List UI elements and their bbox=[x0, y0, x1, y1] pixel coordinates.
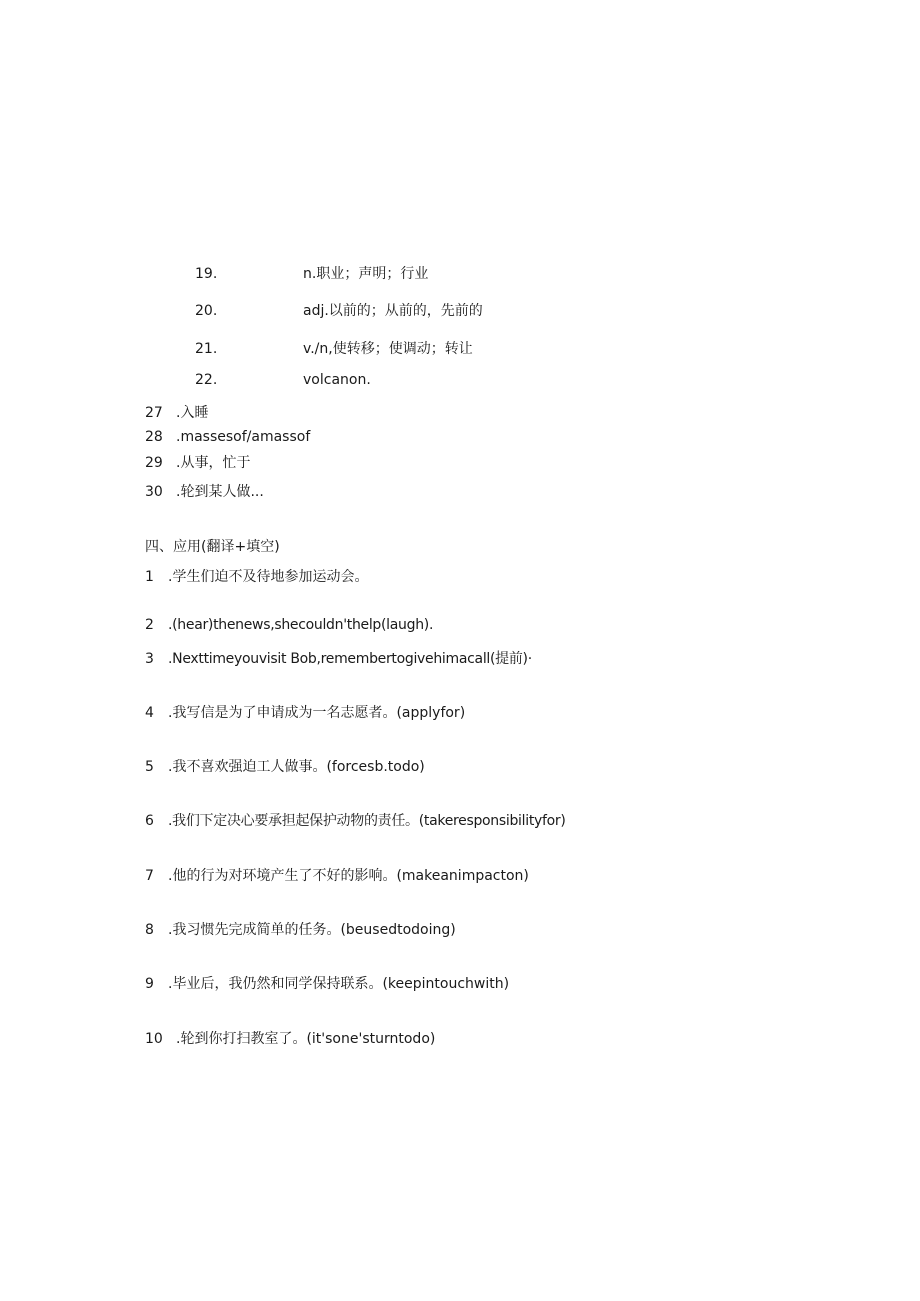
exercise-number: 8 bbox=[145, 922, 154, 938]
exercise-text: .我们下定决心要承担起保护动物的责任。(takeresponsibilityfor) bbox=[168, 813, 566, 829]
phrase-number: 30 bbox=[145, 484, 163, 500]
vocab-definition: v./n,使转移；使调动；转让 bbox=[303, 341, 473, 357]
exercise-number: 2 bbox=[145, 617, 154, 633]
exercise-text: .(hear)thenews,shecouldn'thelp(laugh). bbox=[168, 617, 434, 633]
phrase-text: .入睡 bbox=[176, 405, 209, 421]
vocab-definition: n.职业；声明；行业 bbox=[303, 266, 429, 282]
exercise-text: .我写信是为了申请成为一名志愿者。(applyfor) bbox=[168, 705, 466, 721]
vocab-definition: adj.以前的；从前的，先前的 bbox=[303, 303, 483, 319]
phrase-text: .轮到某人做... bbox=[176, 484, 264, 500]
phrase-number: 28 bbox=[145, 429, 163, 445]
exercise-text: .毕业后，我仍然和同学保持联系。(keepintouchwith) bbox=[168, 976, 510, 992]
exercise-text: .我不喜欢强迫工人做事。(forcesb.todo) bbox=[168, 759, 425, 775]
exercise-text: .他的行为对环境产生了不好的影响。(makeanimpacton) bbox=[168, 868, 529, 884]
section-title: 四、应用(翻译+填空) bbox=[145, 539, 280, 555]
exercise-text: .Nexttimeyouvisit Bob,remembertogivehimacall(提前)· bbox=[168, 651, 532, 667]
vocab-number: 22. bbox=[195, 372, 218, 388]
exercise-number: 7 bbox=[145, 868, 154, 884]
exercise-number: 6 bbox=[145, 813, 154, 829]
exercise-number: 3 bbox=[145, 651, 154, 667]
exercise-text: .学生们迫不及待地参加运动会。 bbox=[168, 569, 369, 585]
exercise-text: .轮到你打扫教室了。(it'sone'sturntodo) bbox=[176, 1031, 436, 1047]
vocab-number: 19. bbox=[195, 266, 218, 282]
phrase-text: .从事，忙于 bbox=[176, 455, 251, 471]
exercise-number: 1 bbox=[145, 569, 154, 585]
vocab-number: 21. bbox=[195, 341, 218, 357]
exercise-number: 5 bbox=[145, 759, 154, 775]
vocab-definition: volcanon. bbox=[303, 372, 371, 388]
exercise-number: 10 bbox=[145, 1031, 163, 1047]
phrase-number: 29 bbox=[145, 455, 163, 471]
exercise-text: .我习惯先完成简单的任务。(beusedtodoing) bbox=[168, 922, 456, 938]
phrase-text: .massesof/amassof bbox=[176, 429, 311, 445]
phrase-number: 27 bbox=[145, 405, 163, 421]
exercise-number: 4 bbox=[145, 705, 154, 721]
vocab-number: 20. bbox=[195, 303, 218, 319]
exercise-number: 9 bbox=[145, 976, 154, 992]
